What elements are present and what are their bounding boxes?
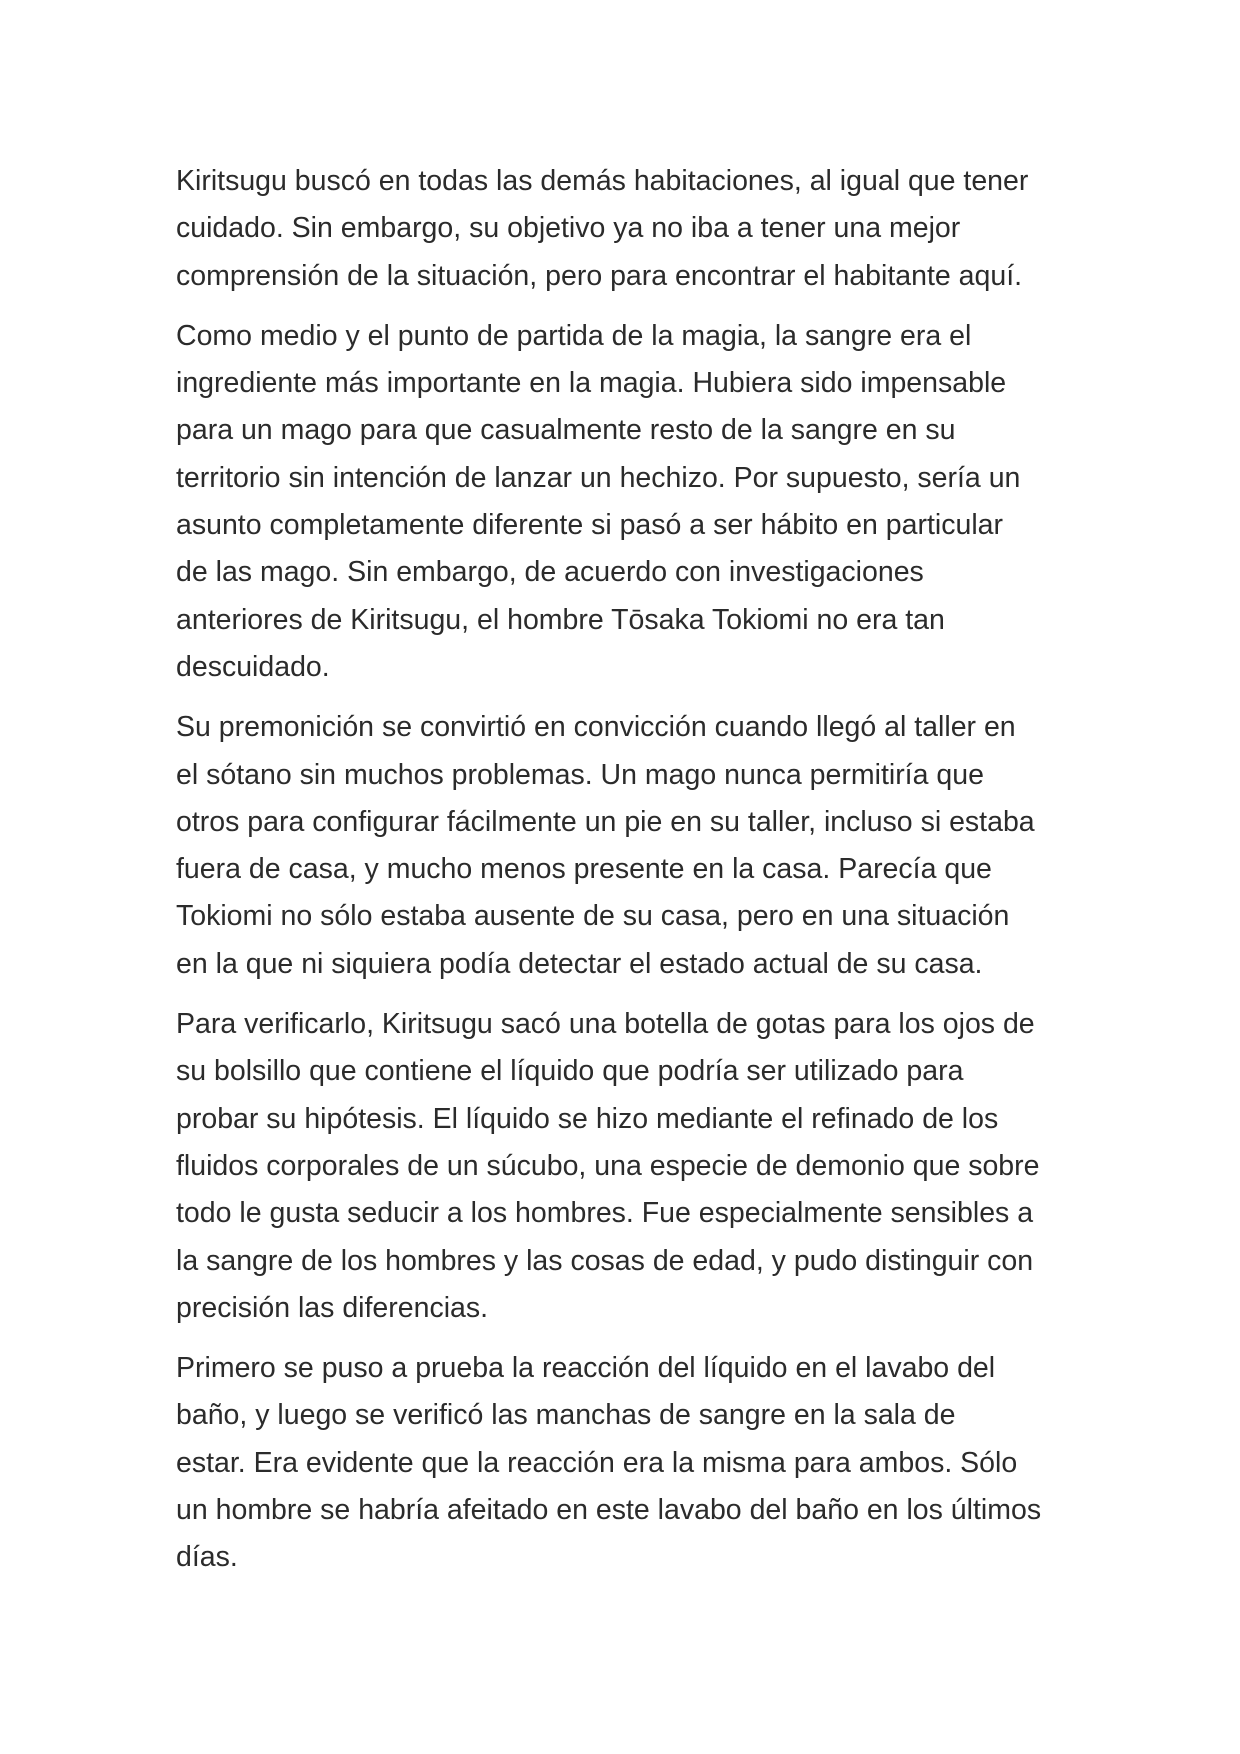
text-line: un hombre se habría afeitado en este lavabo del baño en los últimos [176, 1494, 1042, 1527]
text-line: días. [176, 1541, 238, 1574]
body-text [176, 158, 1076, 1595]
text-line: Su premonición se convirtió en convicción cuando llegó al taller en [176, 711, 1016, 744]
text-line: todo le gusta seducir a los hombres. Fue especialmente sensibles a [176, 1197, 1034, 1230]
text-line: probar su hipótesis. El líquido se hizo mediante el refinado de los [176, 1102, 999, 1135]
text-line: estar. Era evidente que la reacción era la misma para ambos. Sólo [176, 1446, 1018, 1479]
text-line: para un mago para que casualmente resto de la sangre en su [176, 414, 956, 447]
paragraph-4 [176, 1001, 1076, 1332]
text-line: fluidos corporales de un súcubo, una especie de demonio que sobre [176, 1149, 1040, 1182]
text-line: la sangre de los hombres y las cosas de edad, y pudo distinguir con [176, 1244, 1034, 1277]
text-line: cuidado. Sin embargo, su objetivo ya no iba a tener una mejor [176, 212, 961, 245]
text-line: otros para configurar fácilmente un pie en su taller, incluso si estaba [176, 805, 1035, 838]
text-line: descuidado. [176, 650, 330, 683]
text-line: precisión las diferencias. [176, 1291, 489, 1324]
text-line: fuera de casa, y mucho menos presente en la casa. Parecía que [176, 853, 992, 886]
paragraph-1 [176, 158, 1076, 300]
text-line: territorio sin intención de lanzar un hechizo. Por supuesto, sería un [176, 461, 1021, 494]
text-line: en la que ni siquiera podía detectar el estado actual de su casa. [176, 947, 983, 980]
text-line: de las mago. Sin embargo, de acuerdo con investigaciones [176, 556, 924, 589]
text-line: comprensión de la situación, pero para encontrar el habitante aquí. [176, 259, 1023, 292]
text-line: baño, y luego se verificó las manchas de sangre en la sala de [176, 1399, 956, 1432]
paragraph-3 [176, 704, 1076, 988]
text-line: Tokiomi no sólo estaba ausente de su casa, pero en una situación [176, 900, 1010, 933]
text-line: su bolsillo que contiene el líquido que podría ser utilizado para [176, 1055, 964, 1088]
text-line: ingrediente más importante en la magia. Hubiera sido impensable [176, 367, 1007, 400]
text-line: Kiritsugu buscó en todas las demás habitaciones, al igual que tener [176, 165, 1029, 197]
text-line: anteriores de Kiritsugu, el hombre Tōsaka Tokiomi no era tan [176, 603, 945, 636]
text-line: Como medio y el punto de partida de la magia, la sangre era el [176, 319, 972, 352]
text-line: asunto completamente diferente si pasó a ser hábito en particular [176, 509, 1003, 542]
text-line: Para verificarlo, Kiritsugu sacó una botella de gotas para los ojos de [176, 1008, 1035, 1041]
text-line: el sótano sin muchos problemas. Un mago nunca permitiría que [176, 758, 984, 791]
text-line: Primero se puso a prueba la reacción del líquido en el lavabo del [176, 1352, 996, 1385]
paragraph-2 [176, 313, 1076, 691]
paragraph-5 [176, 1345, 1076, 1581]
